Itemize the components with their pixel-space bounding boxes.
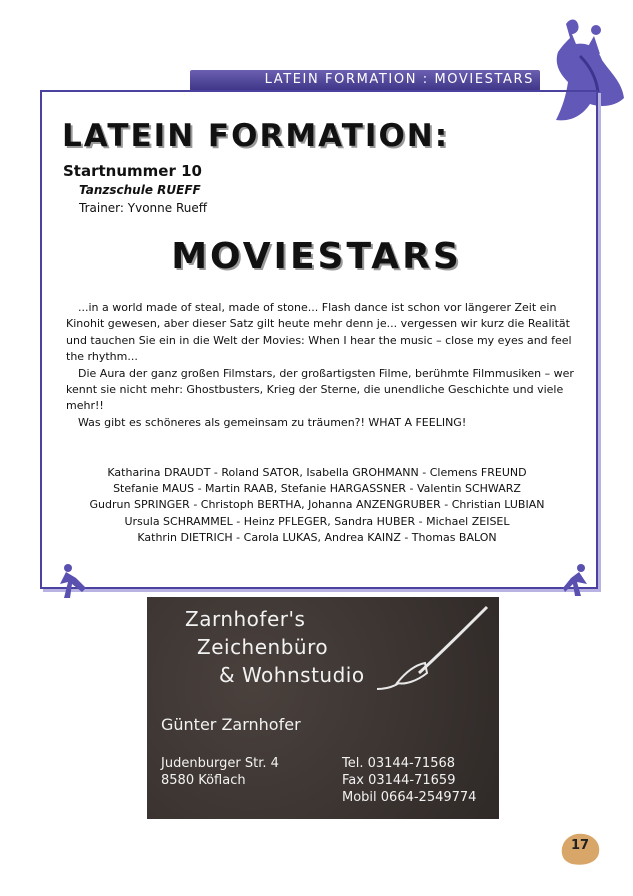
ad-address bbox=[161, 755, 279, 789]
ad-mobile: Mobil 0664-2549774 bbox=[342, 790, 477, 805]
dancer-row: Gudrun SPRINGER - Christoph BERTHA, Johanna ANZENGRUBER - Christian LUBIAN bbox=[89, 498, 545, 512]
header-band-text: LATEIN FORMATION : MOVIESTARS bbox=[264, 72, 534, 87]
dancing-couple-icon bbox=[563, 562, 593, 600]
dancer-row: Kathrin DIETRICH - Carola LUKAS, Andrea KAINZ - Thomas BALON bbox=[137, 530, 497, 544]
dancing-couple-icon bbox=[56, 562, 90, 602]
description-paragraph: Die Aura der ganz großen Filmstars, der großartigsten Filme, berühmte Filmmusiken – wer kennt sie nicht mehr: Ghostbusters, Krieg der Sterne, die unendliche Geschichte und viele mehr!! bbox=[66, 366, 574, 413]
team-name: MOVIESTARS bbox=[171, 236, 462, 277]
header-band bbox=[190, 70, 540, 91]
ad-fax: Fax 03144-71659 bbox=[342, 773, 456, 788]
advertisement bbox=[147, 597, 499, 819]
dance-school: Tanzschule RUEFF bbox=[79, 183, 201, 197]
ad-owner: Günter Zarnhofer bbox=[161, 715, 301, 734]
ad-tel: Tel. 03144-71568 bbox=[342, 756, 456, 771]
page-number bbox=[556, 828, 604, 868]
ad-city: 8580 Köflach bbox=[161, 773, 246, 788]
trainer: Trainer: Yvonne Rueff bbox=[79, 201, 207, 215]
ad-contact bbox=[342, 755, 476, 806]
description-paragraph: ...in a world made of steal, made of stone... Flash dance ist schon vor längerer Zeit ein Kinohit gewesen, aber dieser Satz gilt heute mehr denn je... vergessen wir kurz die Realität und tauchen Sie ein in die Welt der Movies: When I hear the music – close my eyes and feel the rhythm... bbox=[66, 301, 572, 364]
dancer-row: Stefanie MAUS - Martin RAAB, Stefanie HARGASSNER - Valentin SCHWARZ bbox=[113, 482, 521, 496]
description-paragraph: Was gibt es schöneres als gemeinsam zu träumen?! WHAT A FEELING! bbox=[78, 415, 467, 429]
start-number: Startnummer 10 bbox=[63, 162, 202, 180]
ad-street: Judenburger Str. 4 bbox=[161, 756, 279, 771]
ad-company-line: Zeichenbüro bbox=[197, 635, 329, 659]
ad-company-line: & Wohnstudio bbox=[219, 663, 365, 687]
page-title: LATEIN FORMATION: bbox=[62, 118, 450, 154]
page-number-text: 17 bbox=[570, 838, 590, 853]
dancer-row: Katharina DRAUDT - Roland SATOR, Isabella GROHMANN - Clemens FREUND bbox=[107, 466, 527, 479]
ad-company-line: Zarnhofer's bbox=[185, 607, 306, 631]
dancer-list bbox=[40, 465, 594, 546]
description bbox=[66, 300, 584, 431]
brush-icon bbox=[375, 603, 493, 691]
dancer-row: Ursula SCHRAMMEL - Heinz PFLEGER, Sandra HUBER - Michael ZEISEL bbox=[124, 514, 510, 528]
